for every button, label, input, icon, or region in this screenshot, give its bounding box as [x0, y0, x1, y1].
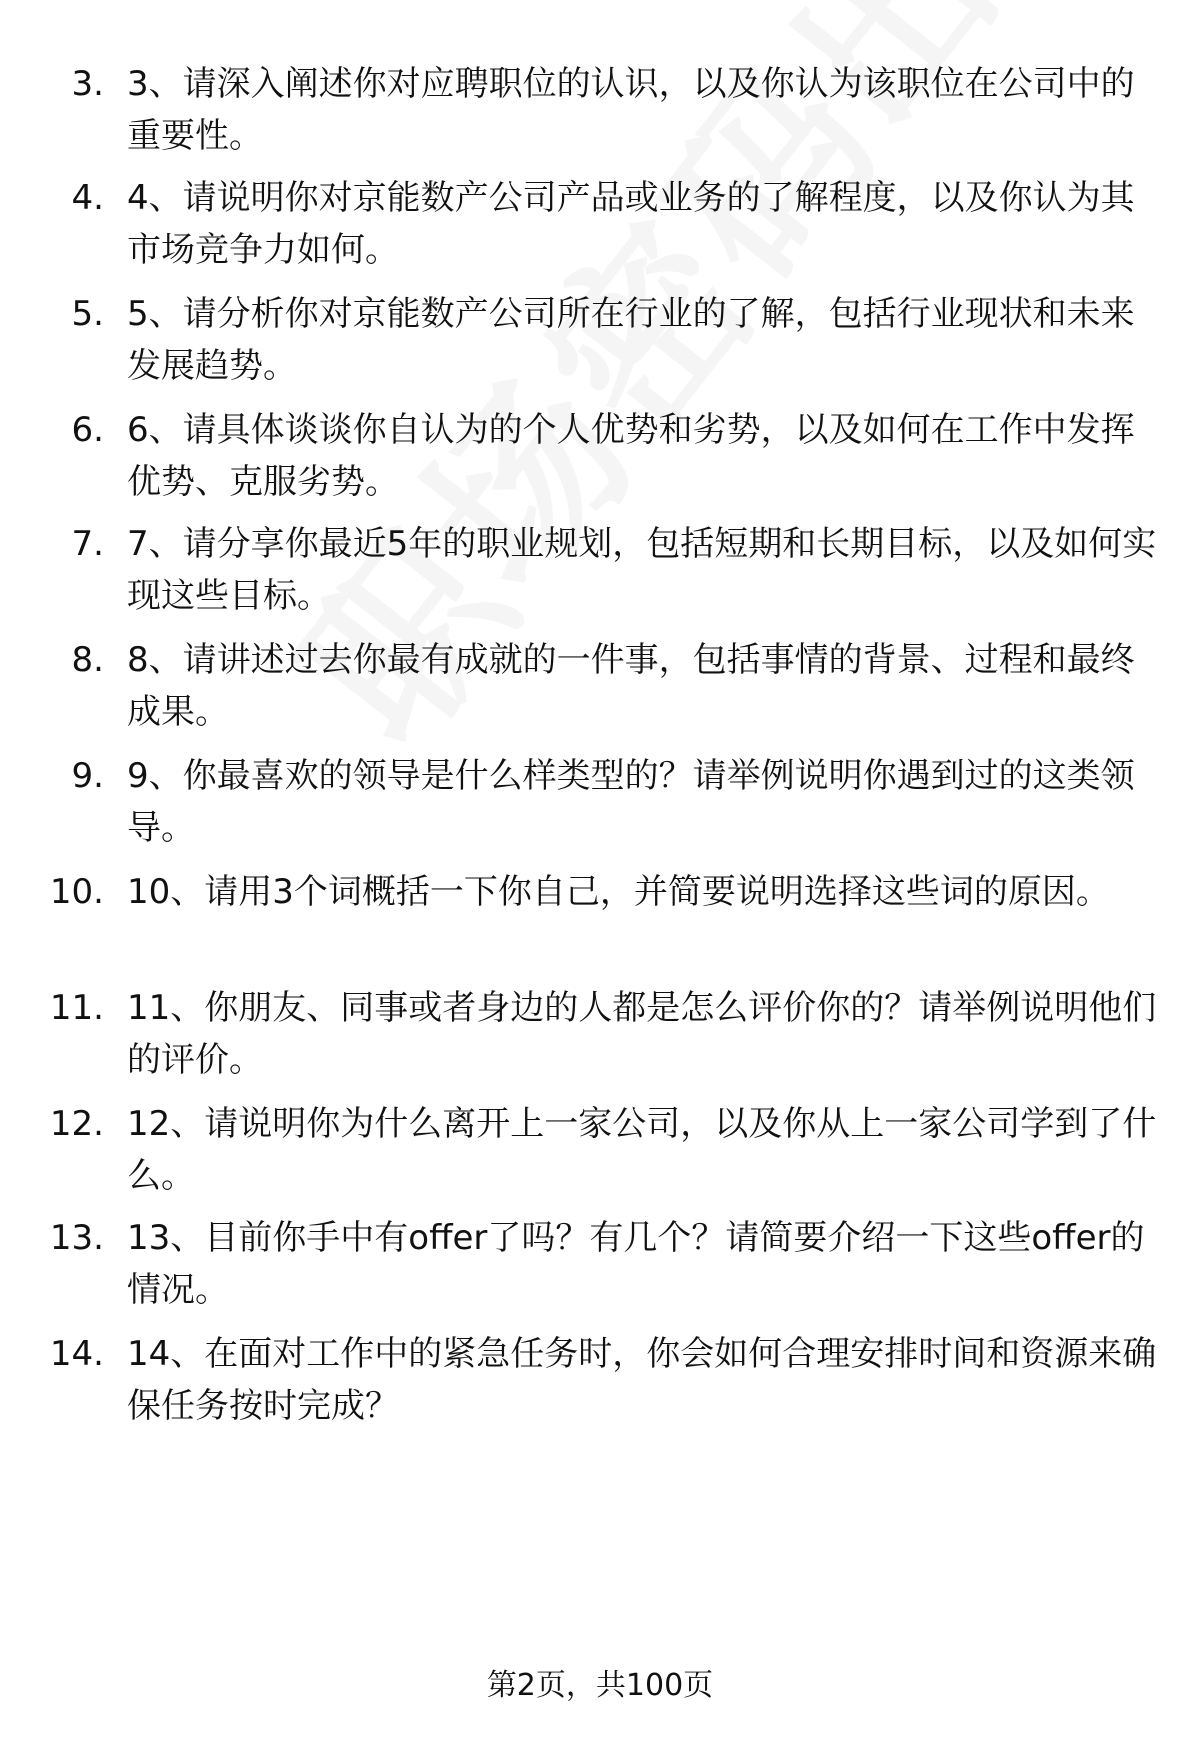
question-text: 10、请用3个词概括一下你自己，并简要说明选择这些词的原因。 [127, 872, 1110, 912]
question-item [0, 518, 1200, 622]
question-number: 8. [71, 640, 104, 680]
question-item [0, 288, 1200, 392]
question-text: 4、请说明你对京能数产公司产品或业务的了解程度，以及你认为其市场竞争力如何。 [127, 178, 1135, 270]
question-item [0, 1212, 1200, 1316]
question-number: 14. [49, 1334, 104, 1374]
question-text: 7、请分享你最近5年的职业规划，包括短期和长期目标，以及如何实现这些目标。 [127, 524, 1157, 616]
question-item [0, 404, 1200, 508]
question-item [0, 1328, 1200, 1432]
page-indicator: 第2页，共100页 [486, 1668, 714, 1703]
question-text: 13、目前你手中有offer了吗？有几个？请简要介绍一下这些offer的情况。 [127, 1218, 1145, 1310]
question-number: 12. [49, 1104, 104, 1144]
question-item [0, 1098, 1200, 1202]
question-item [0, 634, 1200, 738]
question-number: 13. [49, 1218, 104, 1258]
question-text: 6、请具体谈谈你自认为的个人优势和劣势，以及如何在工作中发挥优势、克服劣势。 [127, 410, 1135, 502]
question-item [0, 866, 1200, 970]
question-item [0, 58, 1200, 162]
question-item [0, 172, 1200, 276]
question-number: 3. [71, 64, 104, 104]
question-text: 14、在面对工作中的紧急任务时，你会如何合理安排时间和资源来确保任务按时完成？ [127, 1334, 1157, 1426]
question-text: 8、请讲述过去你最有成就的一件事，包括事情的背景、过程和最终成果。 [127, 640, 1135, 732]
question-number: 4. [71, 178, 104, 218]
question-item [0, 750, 1200, 854]
question-text: 11、你朋友、同事或者身边的人都是怎么评价你的？请举例说明他们的评价。 [127, 988, 1157, 1080]
question-text: 9、你最喜欢的领导是什么样类型的？请举例说明你遇到过的这类领导。 [127, 756, 1135, 848]
question-number: 5. [71, 294, 104, 334]
question-item [0, 982, 1200, 1086]
question-text: 5、请分析你对京能数产公司所在行业的了解，包括行业现状和未来发展趋势。 [127, 294, 1135, 386]
question-number: 7. [71, 524, 104, 564]
question-text: 12、请说明你为什么离开上一家公司，以及你从上一家公司学到了什么。 [127, 1104, 1157, 1196]
question-number: 11. [49, 988, 104, 1028]
question-number: 10. [49, 872, 104, 912]
question-number: 9. [71, 756, 104, 796]
question-number: 6. [71, 410, 104, 450]
question-text: 3、请深入阐述你对应聘职位的认识，以及你认为该职位在公司中的重要性。 [127, 64, 1135, 156]
